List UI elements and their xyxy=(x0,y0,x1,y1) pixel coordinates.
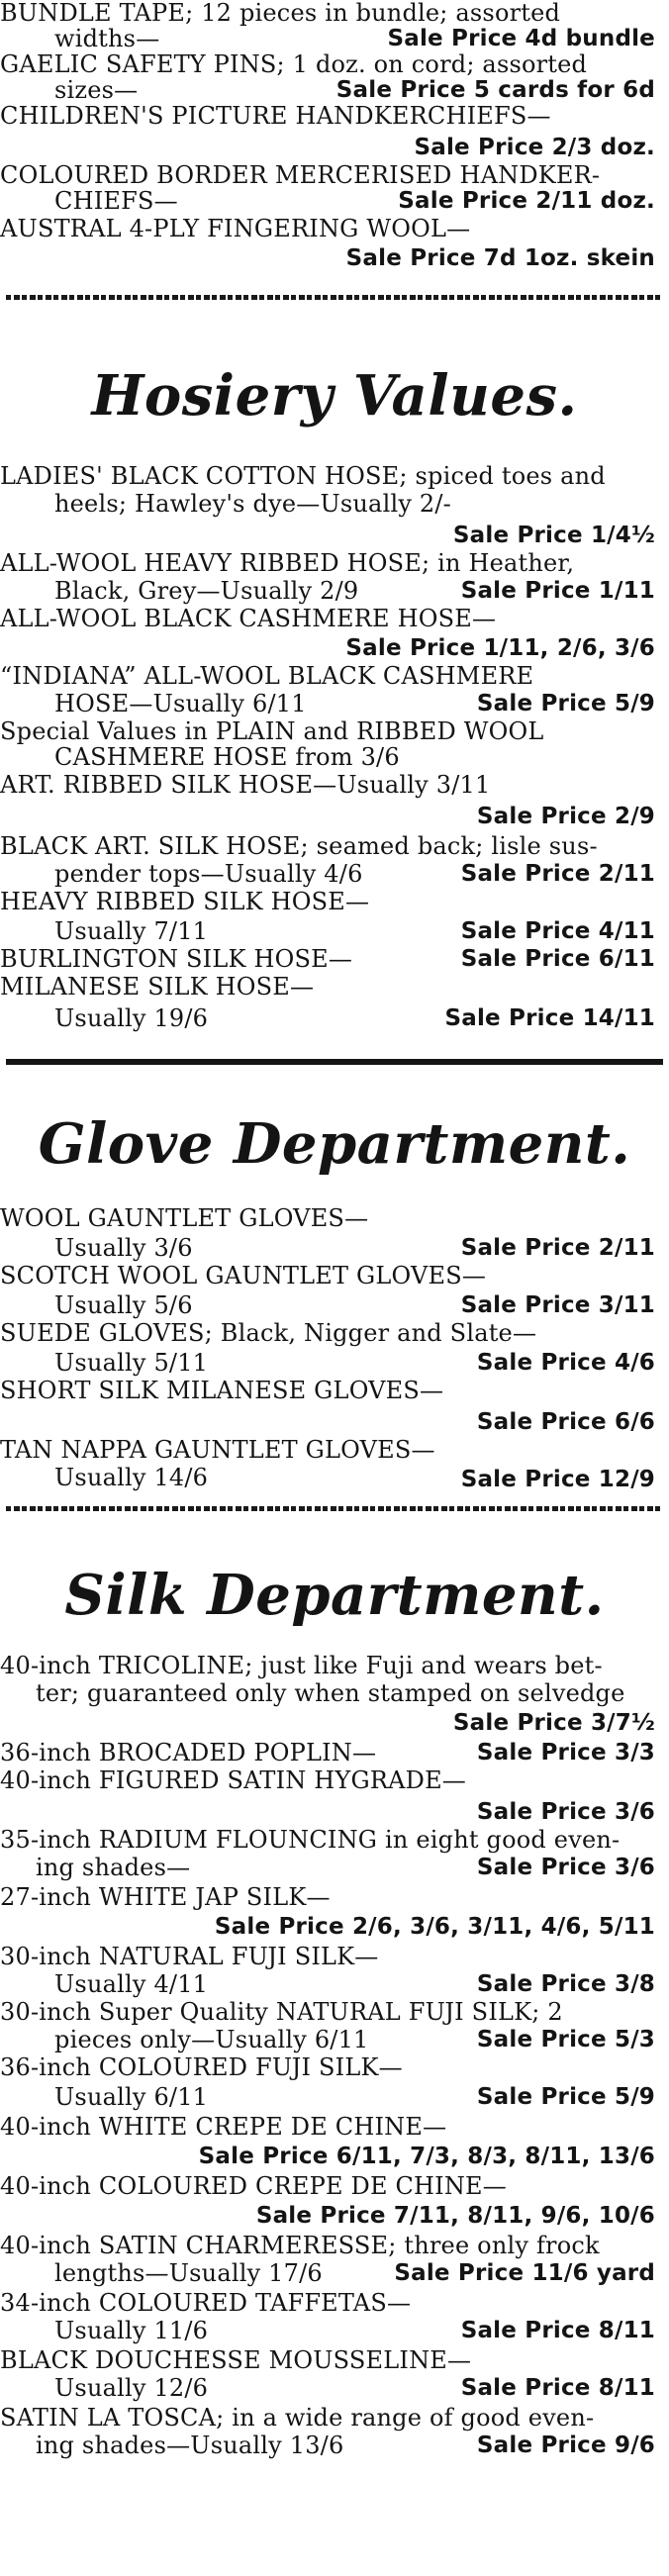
silk-line: 36-inch COLOURED FUJI SILK— xyxy=(0,2053,403,2081)
silk-price: Sale Price 8/11 xyxy=(460,2318,655,2343)
hosiery-line: ART. RIBBED SILK HOSE—Usually 3/11 xyxy=(0,771,491,799)
gloves-line: SCOTCH WOOL GAUNTLET GLOVES— xyxy=(0,1262,487,1289)
silk-price: Sale Price 8/11 xyxy=(460,2375,655,2401)
gloves-line: Usually 5/6 xyxy=(54,1291,193,1319)
hosiery-price: Sale Price 4/11 xyxy=(460,918,655,944)
silk-price: Sale Price 2/6, 3/6, 3/11, 4/6, 5/11 xyxy=(214,1914,655,1940)
silk-line: 35-inch RADIUM FLOUNCING in eight good even- xyxy=(0,1826,621,1854)
gloves-line: Usually 14/6 xyxy=(54,1464,209,1491)
silk-line: SATIN LA TOSCA; in a wide range of good even- xyxy=(0,2404,595,2432)
silk-line: 40-inch TRICOLINE; just like Fuji and wears bet- xyxy=(0,1652,603,1679)
hosiery-line: CASHMERE HOSE from 3/6 xyxy=(54,743,400,771)
top-item-3-price: Sale Price 2/3 doz. xyxy=(414,135,655,160)
hosiery-line: Usually 7/11 xyxy=(54,917,209,945)
silk-line: 36-inch BROCADED POPLIN— xyxy=(0,1739,377,1766)
silk-line: 40-inch FIGURED SATIN HYGRADE— xyxy=(0,1766,466,1794)
gloves-line: WOOL GAUNTLET GLOVES— xyxy=(0,1204,369,1232)
silk-line: 34-inch COLOURED TAFFETAS— xyxy=(0,2289,412,2317)
silk-price: Sale Price 3/3 xyxy=(476,1740,655,1765)
hosiery-price: Sale Price 5/9 xyxy=(476,691,655,716)
hosiery-price: Sale Price 2/9 xyxy=(476,804,655,829)
gloves-price: Sale Price 6/6 xyxy=(476,1409,655,1435)
silk-price: Sale Price 9/6 xyxy=(476,2433,655,2458)
section-divider xyxy=(6,1059,663,1065)
silk-line: Usually 4/11 xyxy=(54,1970,209,1998)
silk-line: pieces only—Usually 6/11 xyxy=(54,2026,369,2053)
silk-line: 40-inch WHITE CREPE DE CHINE— xyxy=(0,2113,447,2141)
hosiery-price: Sale Price 1/11 xyxy=(460,578,655,604)
top-item-1-line-2: widths— xyxy=(54,25,160,52)
top-item-1-line-1: BUNDLE TAPE; 12 pieces in bundle; assorted xyxy=(0,0,561,27)
hosiery-line: Black, Grey—Usually 2/9 xyxy=(54,577,359,605)
hosiery-line: ALL-WOOL HEAVY RIBBED HOSE; in Heather, xyxy=(0,549,575,577)
hosiery-line: ALL-WOOL BLACK CASHMERE HOSE— xyxy=(0,605,497,632)
silk-price: Sale Price 3/6 xyxy=(476,1799,655,1825)
hosiery-line: Usually 19/6 xyxy=(54,1004,209,1032)
section-divider xyxy=(6,1506,663,1511)
gloves-line: Usually 3/6 xyxy=(54,1234,193,1262)
top-item-2-line-1: GAELIC SAFETY PINS; 1 doz. on cord; assorted xyxy=(0,50,588,78)
hosiery-line: HEAVY RIBBED SILK HOSE— xyxy=(0,888,370,915)
gloves-price: Sale Price 2/11 xyxy=(460,1235,655,1261)
silk-price: Sale Price 3/8 xyxy=(476,1971,655,1997)
silk-price: Sale Price 6/11, 7/3, 8/3, 8/11, 13/6 xyxy=(198,2144,655,2169)
top-item-4-price: Sale Price 2/11 doz. xyxy=(398,188,655,214)
silk-line: ing shades— xyxy=(36,1854,191,1881)
silk-price: Sale Price 5/3 xyxy=(476,2027,655,2052)
silk-line: Usually 6/11 xyxy=(54,2083,209,2111)
silk-line: Usually 12/6 xyxy=(54,2374,209,2402)
section-divider xyxy=(6,295,663,300)
hosiery-line: MILANESE SILK HOSE— xyxy=(0,973,315,1001)
silk-price: Sale Price 3/7½ xyxy=(452,1710,655,1736)
gloves-line: SHORT SILK MILANESE GLOVES— xyxy=(0,1377,444,1404)
silk-line: 27-inch WHITE JAP SILK— xyxy=(0,1883,331,1911)
gloves-heading: Glove Department. xyxy=(38,1111,631,1177)
gloves-price: Sale Price 12/9 xyxy=(460,1467,655,1492)
top-item-3-line-1: CHILDREN'S PICTURE HANDKERCHIEFS— xyxy=(0,102,551,130)
hosiery-heading: Hosiery Values. xyxy=(91,363,578,429)
silk-line: 30-inch Super Quality NATURAL FUJI SILK; 2 xyxy=(0,1998,563,2026)
silk-line: ter; guaranteed only when stamped on selvedge xyxy=(36,1679,625,1707)
gloves-line: TAN NAPPA GAUNTLET GLOVES— xyxy=(0,1436,435,1464)
top-item-4-line-2: CHIEFS— xyxy=(54,187,178,215)
hosiery-line: “INDIANA” ALL-WOOL BLACK CASHMERE xyxy=(0,662,534,690)
top-item-1-price: Sale Price 4d bundle xyxy=(387,26,655,51)
silk-price: Sale Price 3/6 xyxy=(476,1855,655,1880)
silk-price: Sale Price 11/6 yard xyxy=(394,2260,655,2286)
hosiery-price: Sale Price 6/11 xyxy=(460,946,655,972)
hosiery-price: Sale Price 1/11, 2/6, 3/6 xyxy=(345,635,655,661)
silk-line: ing shades—Usually 13/6 xyxy=(36,2432,344,2459)
top-item-5-price: Sale Price 7d 1oz. skein xyxy=(345,245,655,271)
silk-price: Sale Price 7/11, 8/11, 9/6, 10/6 xyxy=(255,2203,655,2229)
gloves-line: Usually 5/11 xyxy=(54,1349,209,1377)
silk-line: 30-inch NATURAL FUJI SILK— xyxy=(0,1943,379,1970)
hosiery-line: Special Values in PLAIN and RIBBED WOOL xyxy=(0,717,544,745)
silk-line: BLACK DOUCHESSE MOUSSELINE— xyxy=(0,2346,472,2374)
gloves-price: Sale Price 4/6 xyxy=(476,1350,655,1376)
silk-line: 40-inch COLOURED CREPE DE CHINE— xyxy=(0,2172,507,2200)
silk-line: 40-inch SATIN CHARMERESSE; three only frock xyxy=(0,2232,600,2259)
hosiery-line: heels; Hawley's dye—Usually 2/- xyxy=(54,490,451,518)
hosiery-price: Sale Price 1/4½ xyxy=(452,523,655,548)
top-item-2-line-2: sizes— xyxy=(54,76,139,104)
silk-line: lengths—Usually 17/6 xyxy=(54,2259,323,2287)
hosiery-line: HOSE—Usually 6/11 xyxy=(54,690,307,717)
hosiery-line: BLACK ART. SILK HOSE; seamed back; lisle sus- xyxy=(0,832,598,860)
hosiery-line: pender tops—Usually 4/6 xyxy=(54,860,363,888)
silk-price: Sale Price 5/9 xyxy=(476,2084,655,2110)
top-item-4-line-1: COLOURED BORDER MERCERISED HANDKER- xyxy=(0,161,601,189)
hosiery-price: Sale Price 2/11 xyxy=(460,861,655,887)
hosiery-price: Sale Price 14/11 xyxy=(444,1005,655,1031)
hosiery-line: BURLINGTON SILK HOSE— xyxy=(0,945,353,973)
silk-heading: Silk Department. xyxy=(64,1563,605,1628)
gloves-price: Sale Price 3/11 xyxy=(460,1292,655,1318)
silk-line: Usually 11/6 xyxy=(54,2317,209,2344)
top-item-2-price: Sale Price 5 cards for 6d xyxy=(335,77,655,103)
gloves-line: SUEDE GLOVES; Black, Nigger and Slate— xyxy=(0,1319,537,1347)
top-item-5-line-1: AUSTRAL 4-PLY FINGERING WOOL— xyxy=(0,215,471,242)
hosiery-line: LADIES' BLACK COTTON HOSE; spiced toes and xyxy=(0,462,606,490)
